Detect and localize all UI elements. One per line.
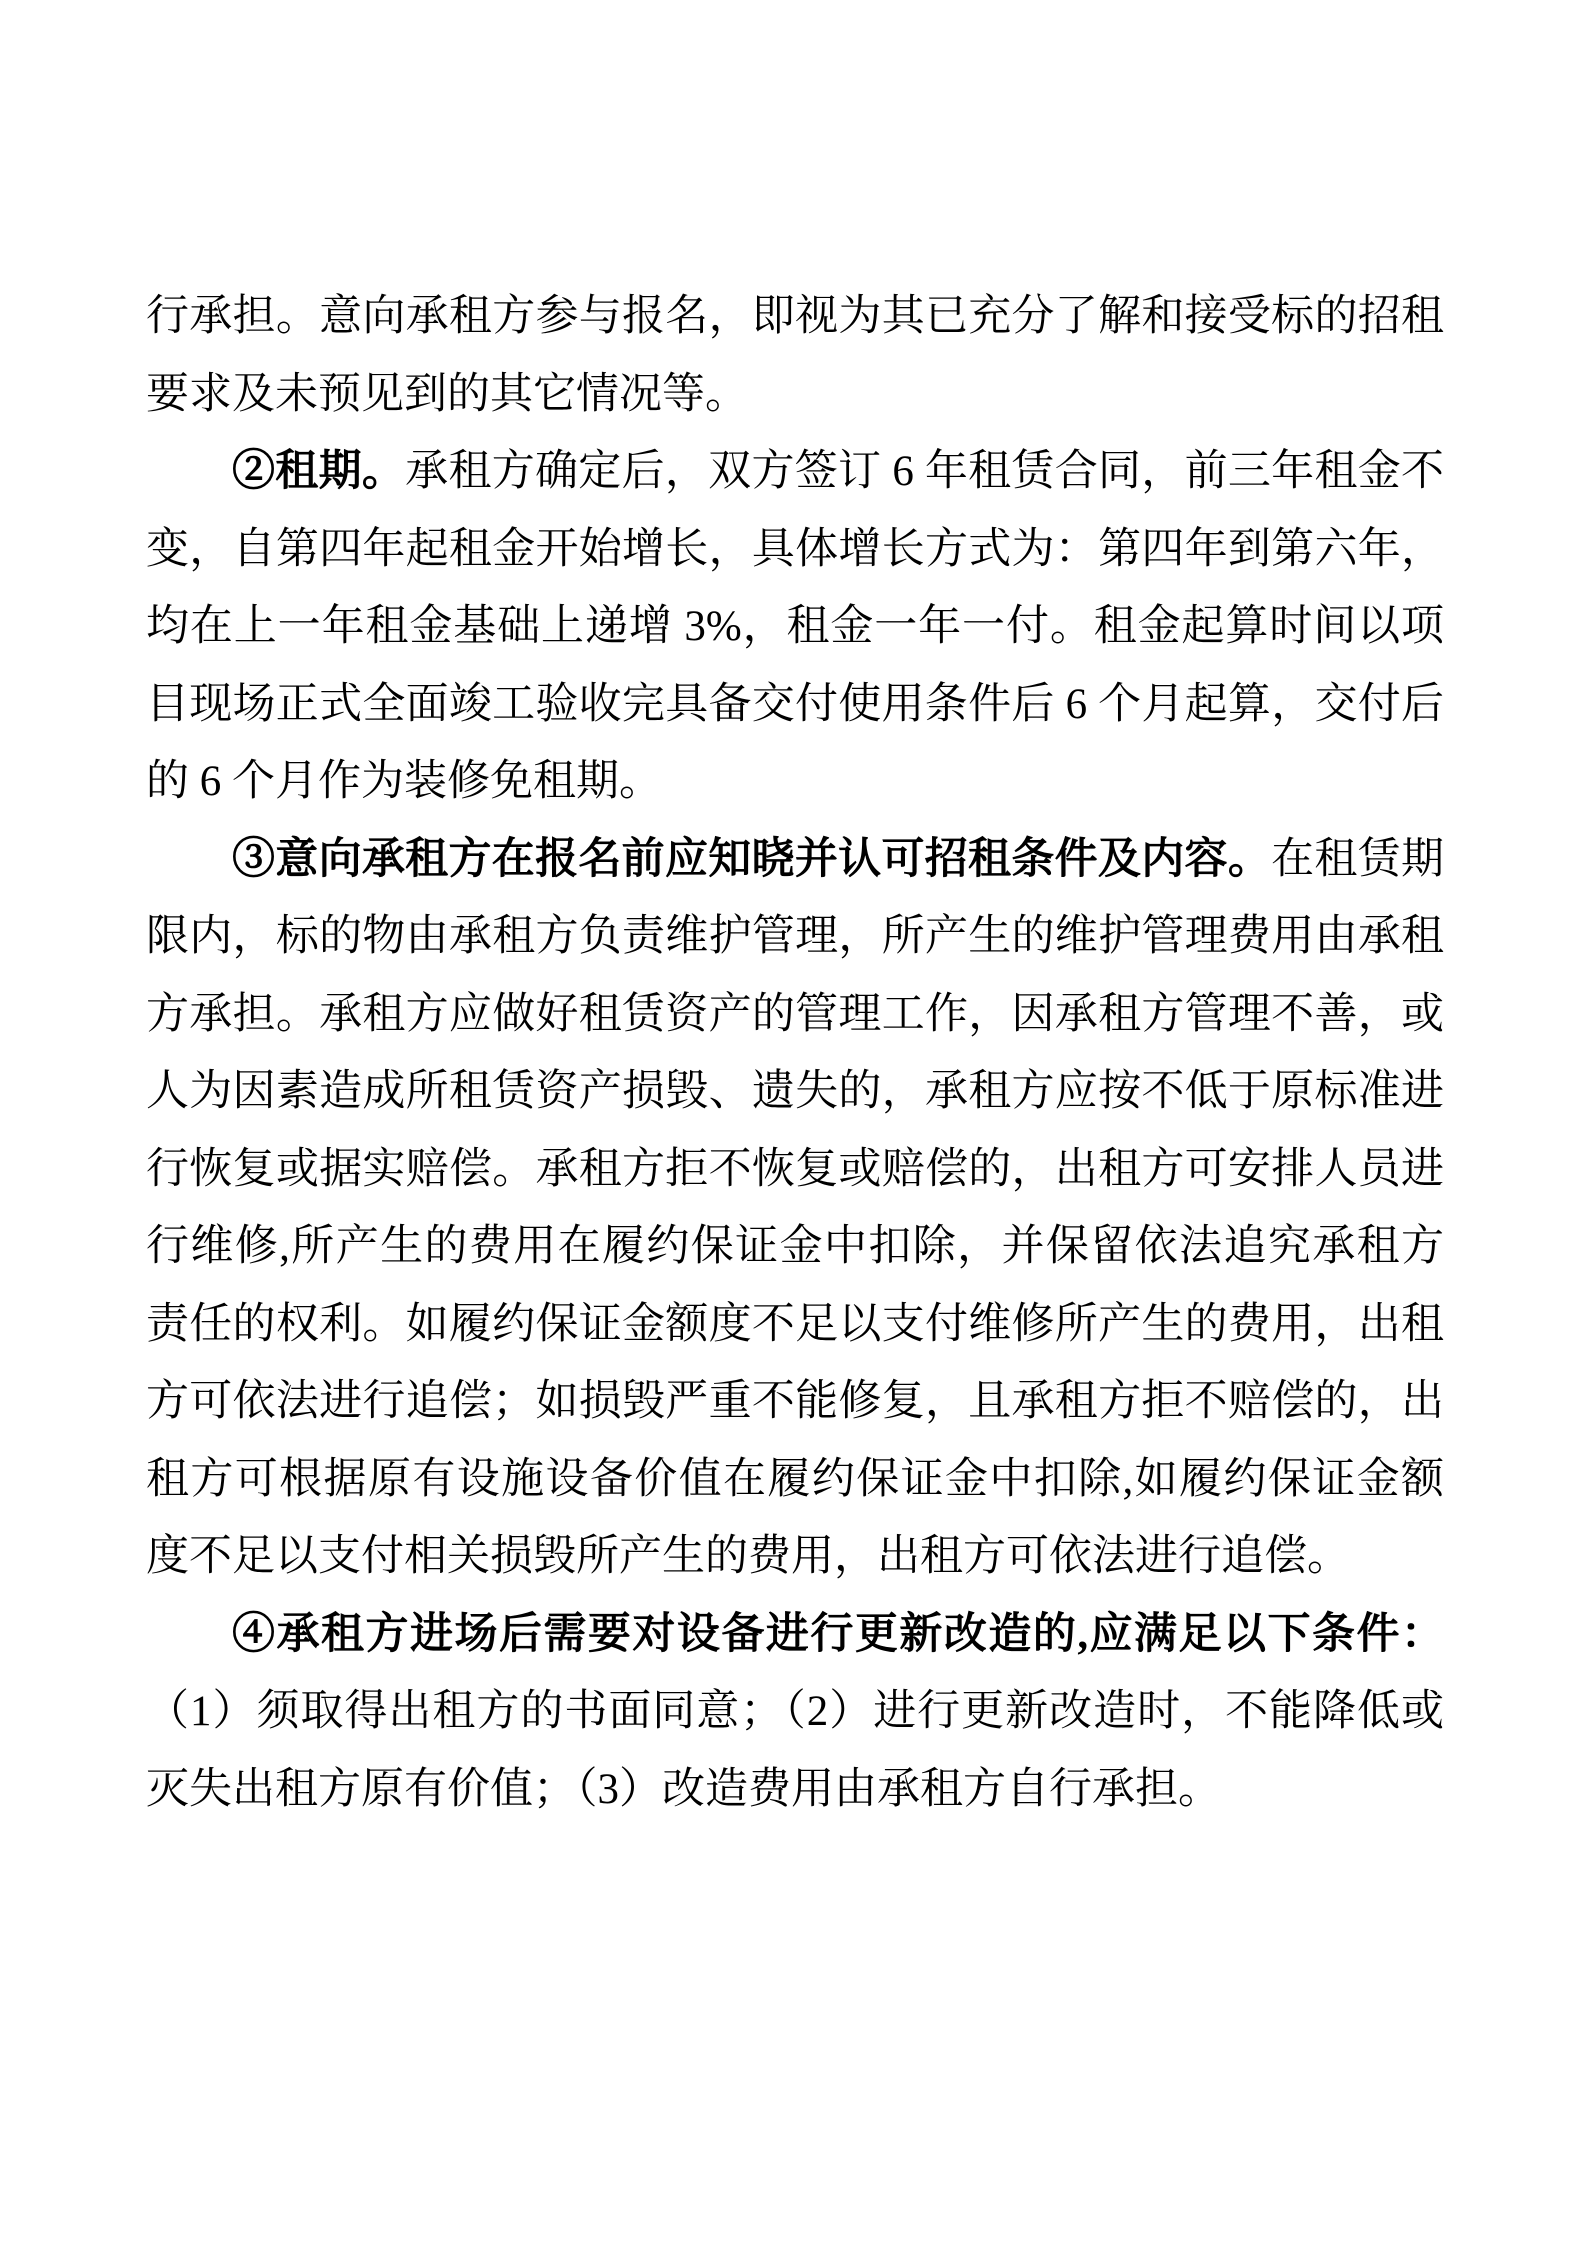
paragraph-bold-text: ④承租方进场后需要对设备进行更新改造的,应满足以下条件： <box>232 1610 1444 1658</box>
document-body <box>146 278 1444 1828</box>
paragraph-text: 行承担。意向承租方参与报名，即视为其已充分了解和接受标的招租要求及未预见到的其它情况等。 <box>146 293 1444 418</box>
paragraph <box>146 821 1444 1596</box>
paragraph-bold-text: ②租期。 <box>232 448 406 495</box>
paragraph-bold-text: ③意向承租方在报名前应知晓并认可招租条件及内容。 <box>232 835 1272 883</box>
paragraph <box>146 1596 1444 1829</box>
paragraph <box>146 433 1444 821</box>
paragraph-text: 承租方确定后，双方签订 6 年租赁合同，前三年租金不变，自第四年起租金开始增长，具体增长方式为：第四年到第六年，均在上一年租金基础上递增 3%，租金一年一付。租金起算时间以项目现场正式全面竣工验收完具备交付使用条件后 6 个月起算，交付后的 6 个月作为装修免租期。 <box>146 448 1445 805</box>
paragraph-text: 在租赁期限内，标的物由承租方负责维护管理，所产生的维护管理费用由承租方承担。承租方应做好租赁资产的管理工作，因承租方管理不善，或人为因素造成所租赁资产损毁、遗失的，承租方应按不低于原标准进行恢复或据实赔偿。承租方拒不恢复或赔偿的，出租方可安排人员进行维修,所产生的费用在履约保证金中扣除，并保留依法追究承租方责任的权利。如履约保证金额度不足以支付维修所产生的费用，出租方可依法进行追偿；如损毁严重不能修复，且承租方拒不赔偿的，出租方可根据原有设施设备价值在履约保证金中扣除,如履约保证金额度不足以支付相关损毁所产生的费用，出租方可依法进行追偿。 <box>146 835 1445 1580</box>
paragraph <box>146 278 1444 433</box>
paragraph-text: （1）须取得出租方的书面同意；（2）进行更新改造时，不能降低或灭失出租方原有价值；（3）改造费用由承租方自行承担。 <box>146 1688 1444 1813</box>
